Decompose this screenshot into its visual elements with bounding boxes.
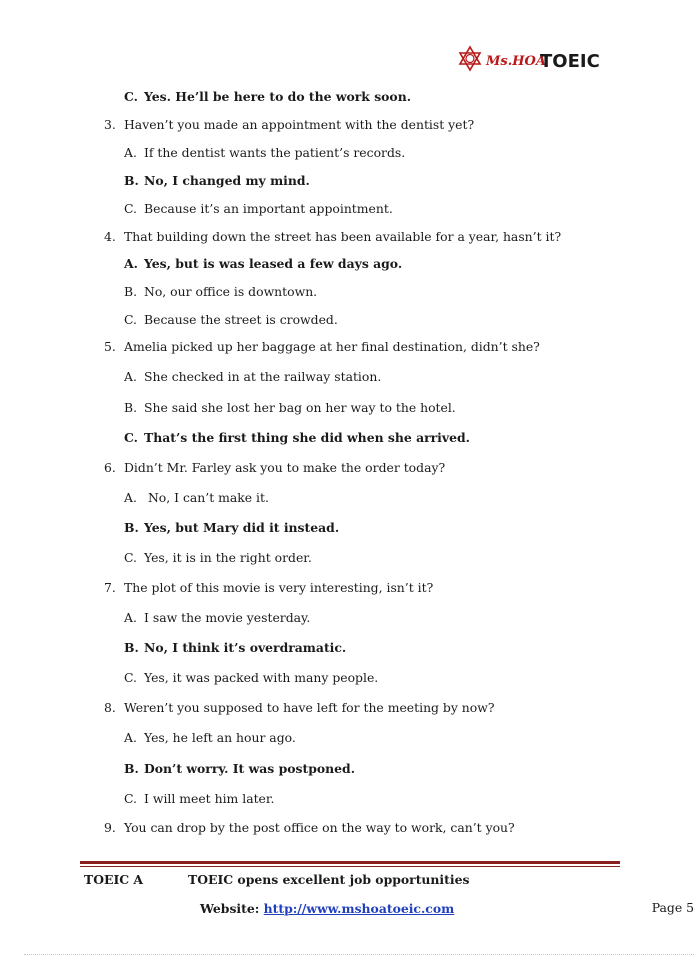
question-text: Haven’t you made an appointment with the dentist yet? [124,117,475,132]
question-text: Weren’t you supposed to have left for the meeting by now? [124,700,495,715]
question-number: 8. [104,700,116,715]
question [104,700,494,716]
option-text: She checked in at the railway station. [144,369,382,384]
option-text: Don’t worry. It was postponed. [144,761,356,776]
answer-option [124,256,402,272]
option-text: Because the street is crowded. [144,312,338,327]
question [104,339,540,355]
answer-option [124,369,381,385]
option-letter: C. [124,791,137,806]
option-letter: B. [124,173,139,188]
option-text: Because it’s an important appointment. [144,201,393,216]
answer-option [124,640,346,656]
footer-slogan: TOEIC opens excellent job opportunities [188,872,470,887]
answer-option [124,430,470,446]
option-letter: C. [124,312,137,327]
option-letter: A. [124,490,137,505]
option-letter: B. [124,640,139,655]
brand-logo [456,44,621,76]
answer-option [124,145,405,161]
website-label: Website: [200,901,260,916]
option-letter: C. [124,201,137,216]
answer-option [124,284,317,300]
option-text: Yes, he left an hour ago. [144,730,296,745]
answer-option [124,670,378,686]
option-letter: A. [124,610,137,625]
logo-brand-text: TOEIC [540,51,600,72]
footer-left: TOEIC A [84,872,144,887]
question [104,460,445,476]
question [104,229,561,245]
footer-website [200,901,454,916]
website-link[interactable]: http://www.mshoatoeic.com [263,901,455,916]
option-letter: A. [124,256,138,271]
question-number: 7. [104,580,116,595]
answer-option [124,730,296,746]
star-emblem-icon [460,47,480,70]
option-letter: B. [124,284,138,299]
option-letter: C. [124,550,137,565]
answer-option [124,312,338,328]
option-letter: A. [124,145,137,160]
question-text: You can drop by the post office on the way to work, can’t you? [124,820,515,835]
option-letter: B. [124,400,138,415]
question-text: That building down the street has been available for a year, hasn’t it? [124,229,562,244]
question-number: 5. [104,339,116,354]
option-text: Yes, it was packed with many people. [144,670,379,685]
option-text: If the dentist wants the patient’s records. [144,145,406,160]
option-text: No, I think it’s overdramatic. [144,640,347,655]
page-edge-divider [24,954,694,955]
answer-option [124,490,269,506]
logo-script-text: Ms.HOA [486,54,546,69]
question-number: 3. [104,117,116,132]
option-text: No, I can’t make it. [144,490,269,505]
footer-rule-bottom [80,866,620,867]
option-text: Yes. He’ll be here to do the work soon. [144,89,412,104]
option-letter: A. [124,369,137,384]
page-number: Page 5 [651,900,694,915]
answer-option [124,520,339,536]
answer-option [124,173,310,189]
answer-option [124,550,312,566]
footer-rule-top [80,861,620,864]
question-number: 6. [104,460,116,475]
option-text: No, I changed my mind. [144,173,310,188]
option-text: Yes, but Mary did it instead. [144,520,340,535]
option-text: I will meet him later. [144,791,275,806]
option-text: Yes, it is in the right order. [144,550,312,565]
option-letter: C. [124,670,137,685]
answer-option [124,791,274,807]
answer-option [124,400,456,416]
question [104,117,474,133]
question-text: Didn’t Mr. Farley ask you to make the order today? [124,460,446,475]
question [104,820,515,836]
answer-option [124,201,393,217]
answer-option [124,610,310,626]
question-text: The plot of this movie is very interesting, isn’t it? [124,580,434,595]
option-text: I saw the movie yesterday. [144,610,311,625]
question-number: 9. [104,820,116,835]
option-text: Yes, but is was leased a few days ago. [144,256,403,271]
question-text: Amelia picked up her baggage at her final destination, didn’t she? [124,339,540,354]
option-letter: B. [124,520,139,535]
option-text: That’s the first thing she did when she arrived. [144,430,470,445]
option-letter: B. [124,761,139,776]
option-letter: C. [124,89,138,104]
answer-option [124,761,355,777]
option-letter: A. [124,730,137,745]
option-letter: C. [124,430,138,445]
option-text: No, our office is downtown. [144,284,318,299]
answer-option [124,89,411,105]
option-text: She said she lost her bag on her way to the hotel. [144,400,456,415]
question [104,580,433,596]
question-number: 4. [104,229,116,244]
